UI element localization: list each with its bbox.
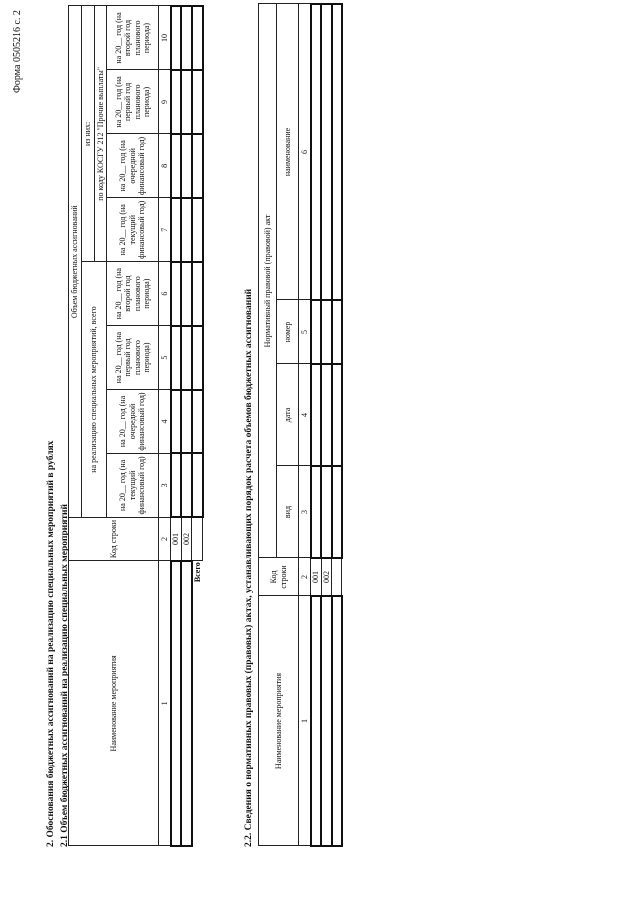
col-header-year-next: на 20__ год (на очередной финансовый год) — [107, 390, 159, 454]
cell-name — [332, 596, 342, 846]
section-2-2-title: 2.2. Сведения о нормативных правовых (правовых) актах, устанавливающих порядок расчета объемов бюджетных ассигнований — [244, 288, 254, 847]
column-number: 1 — [159, 561, 171, 846]
col-header-year-first: на 20__ год (на первый год планового периода) — [107, 326, 159, 390]
column-numbers-row — [159, 6, 171, 846]
cell-name — [311, 596, 322, 846]
col-header-number: номер — [277, 300, 299, 364]
section-2-1-title: 2.1 Объем бюджетных ассигнований на реализацию специальных мероприятий — [60, 504, 70, 847]
col-header-name: Наименование мероприятия — [69, 561, 159, 846]
column-number: 4 — [159, 390, 171, 454]
section-2-title: 2. Обоснования бюджетных ассигнований на реализацию специальных мероприятий в рублях — [46, 440, 56, 847]
column-number: 1 — [299, 596, 311, 846]
col-header-code: Код строки — [259, 558, 299, 596]
legal-acts-table — [258, 3, 343, 847]
table-row — [171, 6, 182, 846]
row-code: 002 — [321, 558, 332, 596]
col-header-year-second: на 20__ год (на второй год планового периода) — [107, 262, 159, 326]
column-number: 3 — [159, 453, 171, 517]
col-header-year-next: на 20__ год (на очередной финансовый год) — [107, 134, 159, 198]
col-header-kosgu: по коду КОСГУ 212 "Прочие выплаты" — [95, 6, 107, 262]
budget-allocations-table — [68, 5, 204, 847]
table-row — [181, 6, 192, 846]
column-number: 3 — [299, 466, 311, 558]
column-number: 2 — [299, 558, 311, 596]
form-label: Форма 0505216 с. 2 — [12, 10, 23, 93]
row-code: 002 — [181, 517, 192, 560]
col-header-code: Код строки — [69, 517, 159, 560]
col-header-date: дата — [277, 364, 299, 466]
column-number: 6 — [159, 262, 171, 326]
row-code: 001 — [171, 517, 182, 560]
column-number: 8 — [159, 134, 171, 198]
table-row — [332, 4, 342, 846]
col-header-year-current: на 20__ год (на текущий финансовый год) — [107, 198, 159, 262]
col-header-year-current: на 20__ год (на текущий финансовый год) — [107, 453, 159, 517]
cell-name — [321, 596, 332, 846]
total-row — [192, 6, 203, 846]
cell-name — [171, 561, 182, 846]
column-number: 6 — [299, 4, 311, 300]
table-row — [311, 4, 322, 846]
cell-name — [181, 561, 192, 846]
col-header-year-second: на 20__ год (на второй год планового периода) — [107, 6, 159, 70]
col-header-type: вид — [277, 466, 299, 558]
column-numbers-row — [299, 4, 311, 846]
row-code: 001 — [311, 558, 322, 596]
column-number: 9 — [159, 70, 171, 134]
col-header-name: Наименование мероприятия — [259, 596, 299, 846]
column-number: 7 — [159, 198, 171, 262]
total-label: Всего — [192, 562, 202, 583]
column-number: 5 — [159, 326, 171, 390]
column-number: 2 — [159, 517, 171, 560]
col-header-act: Нормативный правовой (правовой) акт — [259, 4, 277, 558]
table-row — [321, 4, 332, 846]
col-header-year-first: на 20__ год (на первый год планового периода) — [107, 70, 159, 134]
column-number: 5 — [299, 300, 311, 364]
column-number: 10 — [159, 6, 171, 70]
col-header-including: из них: — [82, 6, 95, 262]
column-number: 4 — [299, 364, 311, 466]
col-header-total: Объем бюджетных ассигнований — [69, 6, 82, 517]
col-header-title: наименование — [277, 4, 299, 300]
col-header-special: на реализацию специальных мероприятий, всего — [82, 262, 107, 518]
